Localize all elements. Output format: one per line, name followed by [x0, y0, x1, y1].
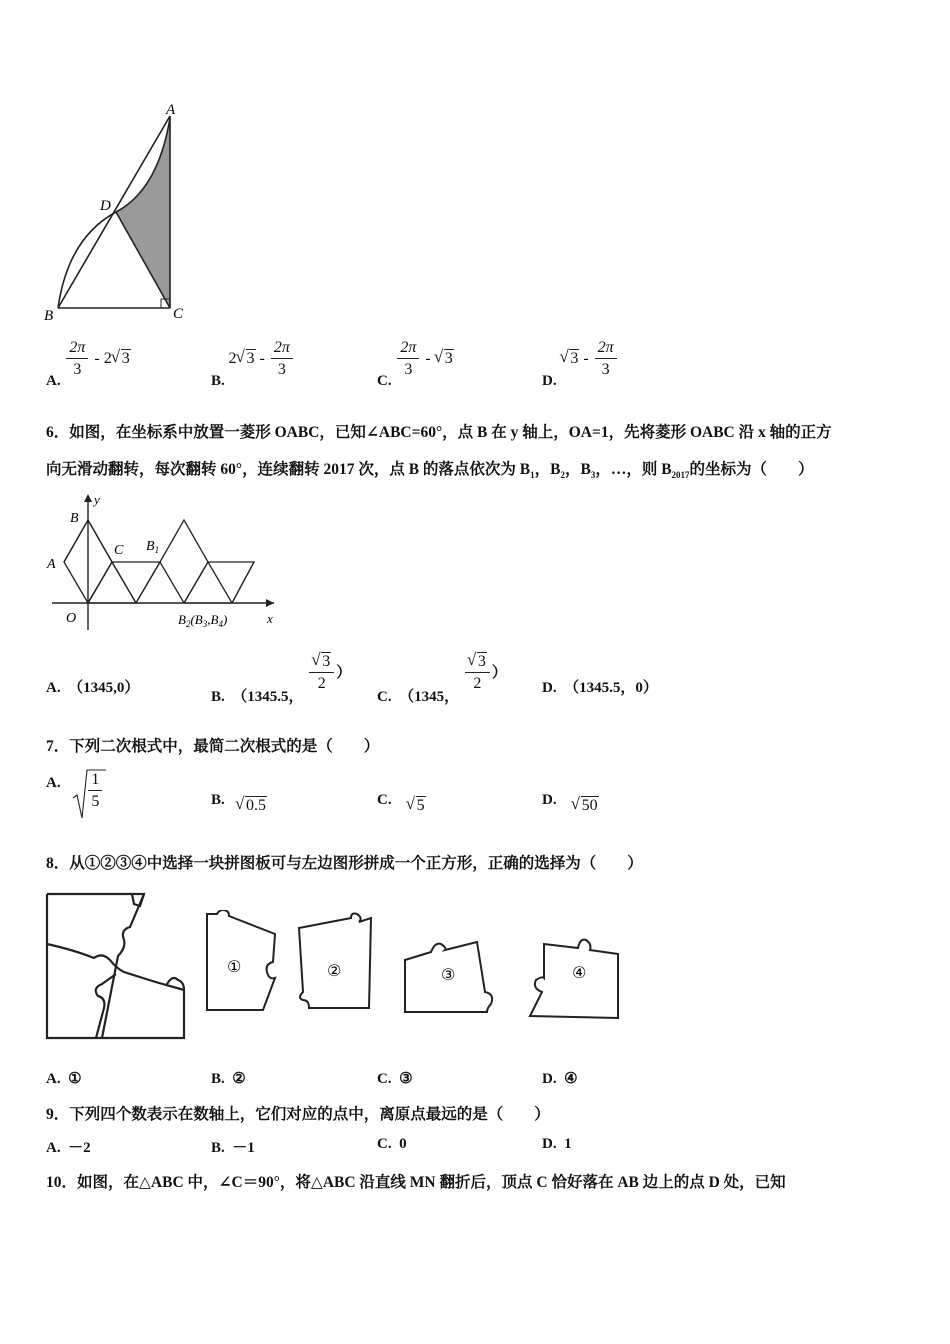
q6-label-a: A — [47, 557, 56, 572]
q6-label-b1: $B_1$ — [146, 539, 160, 555]
q8-piece-1[interactable] — [203, 910, 283, 1016]
q8-option-d[interactable]: D. ④ — [542, 1071, 578, 1087]
q8-left-figure — [44, 892, 190, 1042]
q7-option-b[interactable]: B. √ 0.5 — [211, 792, 267, 811]
q5-option-a[interactable]: A. $\frac{2\pi}{3}$ - 2√ 3 — [46, 338, 131, 381]
q6-label-b: B — [70, 511, 79, 526]
q8-piece-3[interactable] — [401, 936, 497, 1016]
q6-label-x: x — [267, 611, 273, 626]
q8-piece-3-label: ③ — [441, 965, 456, 984]
q9-option-d[interactable]: D. 1 — [542, 1136, 572, 1152]
q6-label-c: C — [114, 543, 124, 558]
q6-label-y: y — [94, 492, 100, 507]
q7-option-d[interactable]: D. √ 50 — [542, 792, 599, 811]
q6-figure — [44, 490, 284, 635]
q9-option-a[interactable]: A. －2 — [46, 1140, 91, 1156]
q5-figure — [40, 98, 200, 328]
q6-label-o: O — [66, 611, 77, 626]
q8-option-b[interactable]: B. ② — [211, 1071, 246, 1087]
q8-piece-2-label: ② — [327, 961, 342, 980]
q5-label-d: D — [100, 198, 111, 214]
q8-piece-4[interactable] — [524, 938, 624, 1022]
q6-option-d[interactable]: D. （1345.5，0） — [542, 680, 658, 696]
q5-label-b: B — [44, 308, 54, 324]
q9-option-b[interactable]: B. －1 — [211, 1140, 255, 1156]
q9-option-c[interactable]: C. 0 — [377, 1136, 407, 1152]
q6-option-b[interactable]: B. （1345.5， √ $\frac{3}{2}$ ） — [211, 652, 351, 695]
q5-option-c[interactable]: C. $\frac{2\pi}{3}$ - √ 3 — [377, 338, 454, 381]
q8-piece-2[interactable] — [295, 912, 375, 1016]
q8-stem: 8．从①②③④中选择一块拼图板可与左边图形拼成一个正方形，正确的选择为（ ） — [46, 855, 643, 872]
q8-option-a[interactable]: A. ① — [46, 1071, 82, 1087]
q5-option-b[interactable]: B. 2√ 3 - $\frac{2\pi}{3}$ — [211, 338, 295, 381]
q8-piece-4-label: ④ — [572, 963, 587, 982]
q5-option-d[interactable]: D. √ 3 - $\frac{2\pi}{3}$ — [542, 338, 619, 381]
q6-option-c[interactable]: C. （1345， √ $\frac{3}{2}$ ） — [377, 652, 507, 695]
q6-stem-line2: 向无滑动翻转，每次翻转 60°，连续翻转 2017 次，点 B 的落点依次为 $B_1$，$B_2$，$B_3$，…，则 $B_{2017}$的坐标为（ ） — [46, 461, 814, 481]
q6-option-a[interactable]: A. （1345,0） — [46, 680, 140, 696]
q7-stem: 7．下列二次根式中，最简二次根式的是（ ） — [46, 738, 380, 755]
q6-label-b2: $B_2(B_3,B_4)$ — [178, 612, 228, 629]
q8-piece-1-label: ① — [227, 957, 242, 976]
q7-option-c[interactable]: C. √ 5 — [377, 792, 426, 811]
q6-stem-line1: 6．如图，在坐标系中放置一菱形 OABC，已知∠ABC=60°，点 B 在 y 轴上，OA=1，先将菱形 OABC 沿 x 轴的正方 — [46, 424, 832, 441]
q8-option-c[interactable]: C. ③ — [377, 1071, 413, 1087]
q7-option-a[interactable]: A. 1 5 — [46, 768, 118, 820]
q10-stem: 10．如图，在△ABC 中，∠C＝90°，将△ABC 沿直线 MN 翻折后，顶点 C 恰好落在 AB 边上的点 D 处，已知 — [46, 1174, 786, 1191]
q9-stem: 9．下列四个数表示在数轴上，它们对应的点中，离原点最远的是（ ） — [46, 1106, 550, 1123]
q5-label-a: A — [166, 102, 176, 118]
q5-label-c: C — [173, 306, 184, 322]
